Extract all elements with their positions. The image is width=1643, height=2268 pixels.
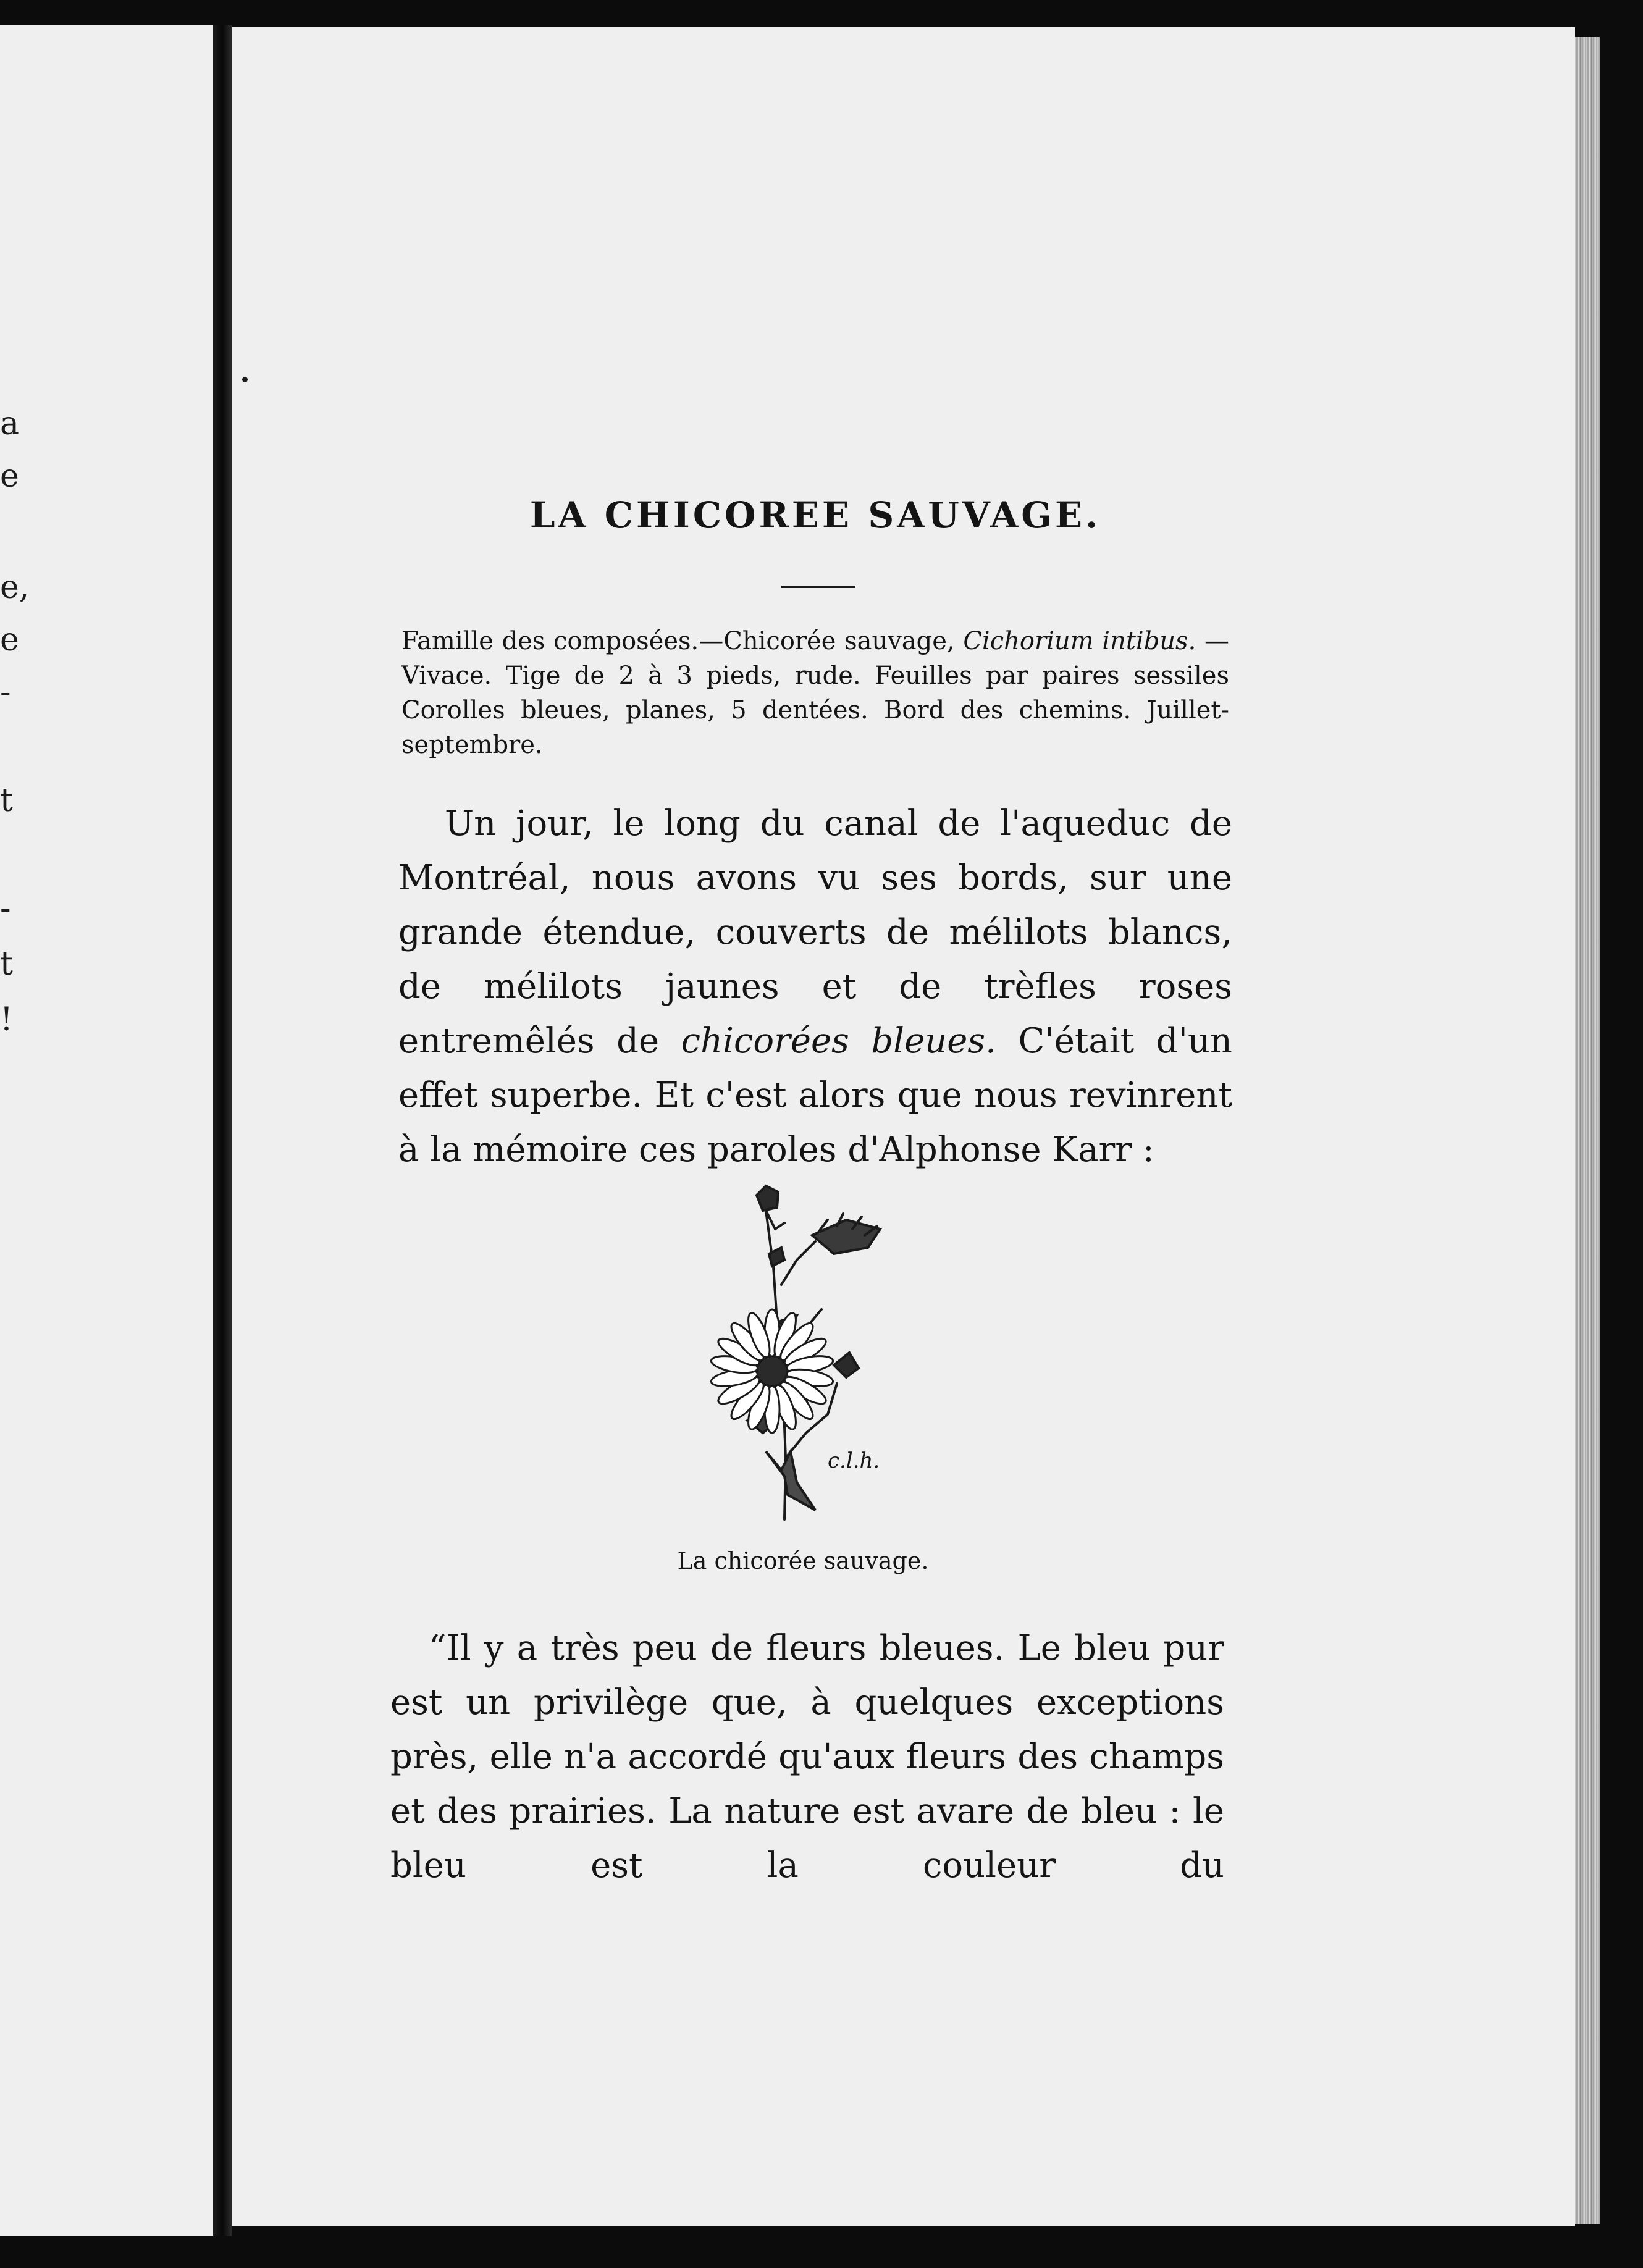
paragraph-1 bbox=[398, 797, 1232, 1177]
paragraph-1-emphasis: chicorées bleues. bbox=[681, 1021, 996, 1061]
page-edge bbox=[1575, 37, 1600, 2224]
left-fragment-7: - bbox=[0, 890, 11, 927]
left-fragment-8: t bbox=[0, 946, 13, 983]
paragraph-1-text-1: Un jour, le long du canal de l'aqueduc de Montréal, nous avons vu ses bords, sur une grande étendue, couverts de mélilots blancs, de mélilots jaunes et de trèfles roses entremêlés de bbox=[398, 804, 1232, 1061]
botanical-note-text-1: Famille des composées.—Chicorée sauvage, bbox=[401, 627, 964, 655]
left-fragment-2: e bbox=[0, 458, 19, 495]
chicory-flower-drawing bbox=[704, 1161, 889, 1532]
figure-caption: La chicorée sauvage. bbox=[677, 1547, 929, 1574]
artist-signature: c.l.h. bbox=[828, 1448, 880, 1473]
left-fragment-5: - bbox=[0, 674, 11, 711]
title-rule bbox=[781, 586, 855, 588]
botanical-note bbox=[401, 624, 1229, 762]
latin-name: Cichorium intibus. bbox=[963, 627, 1196, 655]
left-fragment-1: a bbox=[0, 405, 20, 442]
paragraph-2: “Il y a très peu de fleurs bleues. Le bleu pur est un privilège que, à quelques exceptions près, elle n'a accordé qu'aux fleurs des champs et des prairies. La nature est avare de bleu : le bleu est la couleur du bbox=[390, 1628, 1224, 1886]
botanical-note-text-2: —Vivace. Tige de 2 à 3 pieds, rude. Feuilles par paires sessiles Corolles bleues, planes, 5 dentées. Bord des chemins. Juillet-septembre. bbox=[401, 627, 1230, 759]
left-fragment-4: e bbox=[0, 621, 19, 658]
chicory-illustration bbox=[704, 1161, 889, 1532]
left-page-text-fragments bbox=[0, 0, 213, 2268]
left-fragment-9: ! bbox=[0, 1001, 13, 1038]
paragraph-1-text-2: C'était d'un effet superbe. Et c'est alors que nous revinrent à la mémoire ces paroles d'Alphonse Karr : bbox=[398, 1021, 1233, 1170]
left-fragment-6: t bbox=[0, 782, 13, 819]
left-fragment-3: e, bbox=[0, 569, 30, 606]
ink-dot bbox=[242, 377, 248, 382]
chapter-title: LA CHICOREE SAUVAGE. bbox=[529, 494, 1101, 536]
book-gutter bbox=[213, 25, 232, 2236]
